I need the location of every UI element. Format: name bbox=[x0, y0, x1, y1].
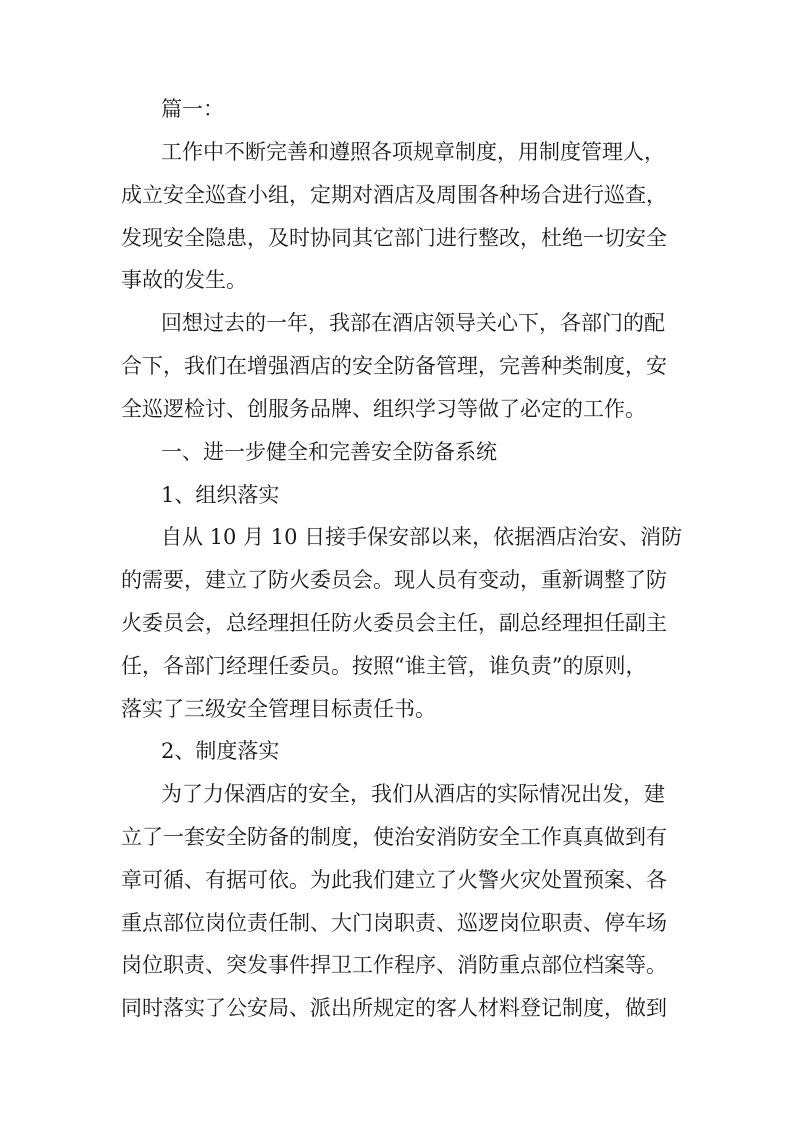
paragraph-line: 的需要，建立了防火委员会。现人员有变动，重新调整了防 bbox=[121, 568, 667, 592]
paragraph-line: 合下，我们在增强酒店的安全防备管理，完善种类制度，安 bbox=[121, 354, 667, 378]
paragraph-line: 重点部位岗位责任制、大门岗职责、巡逻岗位职责、停车场 bbox=[121, 911, 667, 935]
paragraph-line: 立了一套安全防备的制度，使治安消防安全工作真真做到有 bbox=[121, 825, 667, 849]
paragraph-line: 回想过去的一年，我部在酒店领导关心下，各部门的配 bbox=[161, 311, 665, 335]
subsection-heading: 2、制度落实 bbox=[161, 739, 280, 763]
paragraph-line: 发现安全隐患，及时协同其它部门进行整改，杜绝一切安全 bbox=[121, 226, 667, 250]
paragraph-line: 任，各部门经理任委员。按照“谁主管，谁负责”的原则， bbox=[121, 654, 647, 678]
paragraph-line: 成立安全巡查小组，定期对酒店及周围各种场合进行巡查， bbox=[121, 183, 667, 207]
paragraph-line: 落实了三级安全管理目标责任书。 bbox=[121, 697, 436, 721]
paragraph-line: 自从 10 月 10 日接手保安部以来，依据酒店治安、消防 bbox=[161, 525, 683, 549]
subsection-heading: 1、组织落实 bbox=[161, 483, 280, 507]
paragraph-line: 为了力保酒店的安全，我们从酒店的实际情况出发，建 bbox=[161, 782, 665, 806]
paragraph-line: 岗位职责、突发事件捍卫工作程序、消防重点部位档案等。 bbox=[121, 953, 667, 977]
paragraph-line: 同时落实了公安局、派出所规定的客人材料登记制度，做到 bbox=[121, 996, 667, 1020]
heading-part-one: 篇一： bbox=[161, 97, 224, 121]
paragraph-line: 工作中不断完善和遵照各项规章制度，用制度管理人， bbox=[161, 140, 665, 164]
paragraph-line: 事故的发生。 bbox=[121, 268, 247, 292]
paragraph-line: 全巡逻检讨、创服务品牌、组织学习等做了必定的工作。 bbox=[121, 397, 646, 421]
section-heading: 一、进一步健全和完善安全防备系统 bbox=[161, 440, 497, 464]
paragraph-line: 火委员会，总经理担任防火委员会主任，副总经理担任副主 bbox=[121, 611, 667, 635]
paragraph-line: 章可循、有据可依。为此我们建立了火警火灾处置预案、各 bbox=[121, 868, 667, 892]
